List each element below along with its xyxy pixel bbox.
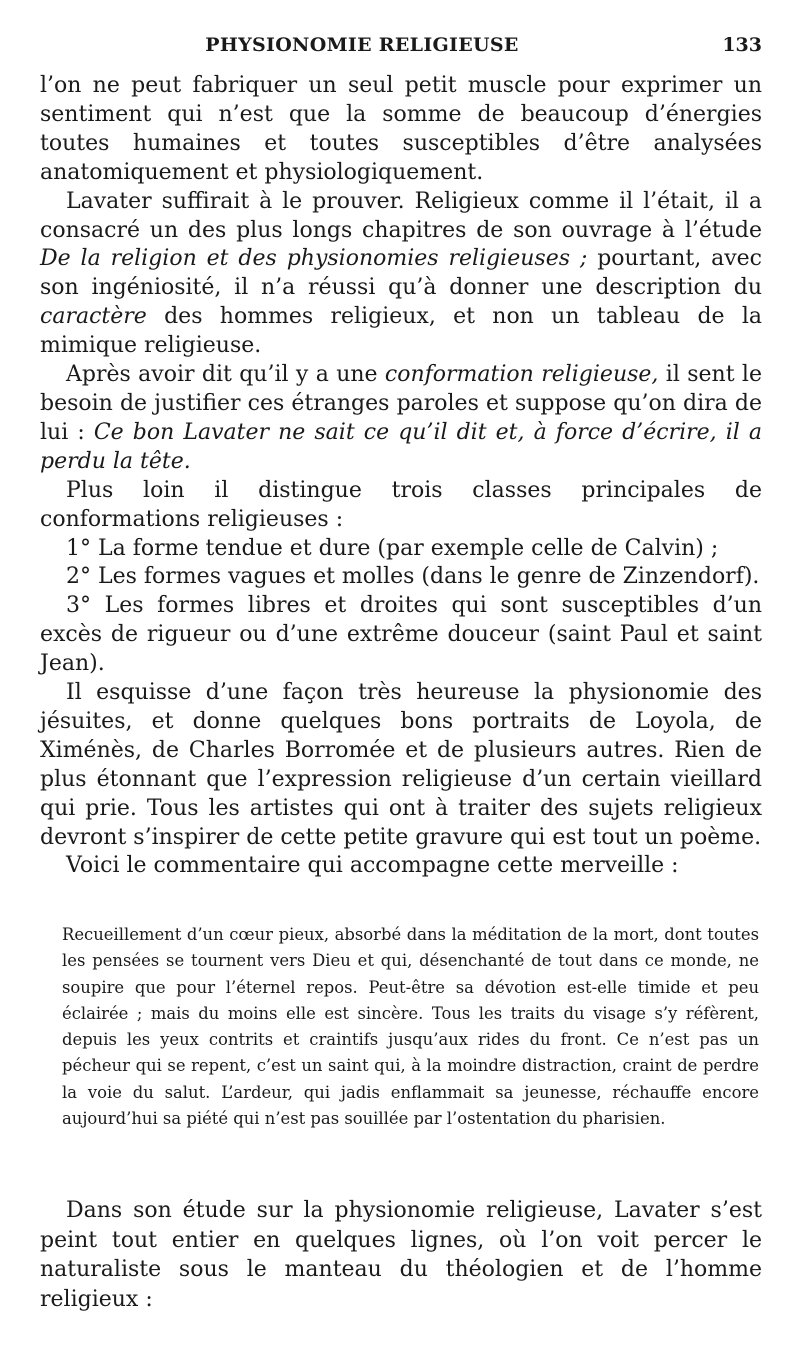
emphasis-caractere: caractère [40, 304, 147, 330]
paragraph-2-text-a: Lavater suffirait à le prouver. Religieux comme il l’était, il a consacré un des plus longs chapitres de son ouvrage à l’étude [40, 188, 762, 243]
paragraph-3-text-a: Après avoir dit qu’il y a une [66, 362, 385, 388]
running-head [62, 30, 762, 60]
list-item-1: 1° La forme tendue et dure (par exemple celle de Calvin) ; [66, 535, 719, 561]
paragraph-2 [40, 188, 762, 361]
closing-paragraph [40, 1196, 762, 1314]
paragraph-3-text-b: il sent le besoin de justifier ces étranges paroles et suppose qu’on dira de lui : [40, 362, 762, 445]
block-quote [62, 922, 759, 1132]
block-quote-text: Recueillement d’un cœur pieux, absorbé dans la méditation de la mort, dont toutes les pensées se tournent vers Dieu et qui, désenchanté de tout dans ce monde, ne soupire que pour l’éternel repos. Peut-être sa dévotion est-elle timide et peu éclairée ; mais du moins elle est sincère. Tous les traits du visage s’y réfèrent, depuis les yeux contrits et craintifs jusqu’aux rides du front. Ce n’est pas un pécheur qui se repent, c’est un saint qui, à la moindre distraction, craint de perdre la voie du salut. L’ardeur, qui jadis enflammait sa jeunesse, réchauffe encore aujourd’hui sa piété qui n’est pas souillée par l’ostentation du pharisien. [62, 925, 759, 1129]
quoted-remark: Ce bon Lavater ne sait ce qu’il dit et, à force d’écrire, il a perdu la tête. [40, 419, 763, 474]
paragraph-5: Il esquisse d’une façon très heureuse la physionomie des jésuites, et donne quelques bons portraits de Loyola, de Ximénès, de Charles Borromée et de plusieurs autres. Rien de plus étonnant que l’expression religieuse d’un certain vieillard qui prie. Tous les artistes qui ont à traiter des sujets religieux devront s’inspirer de cette petite gravure qui est tout un poème. [40, 680, 762, 850]
paragraph-6: Voici le commentaire qui accompagne cette merveille : [66, 853, 679, 879]
paragraph-2-text-c: des hommes religieux, et non un tableau de la mimique religieuse. [40, 304, 762, 359]
page-number: 133 [722, 34, 762, 56]
list-item-3: 3° Les formes libres et droites qui sont susceptibles d’un excès de rigueur ou d’une extrême douceur (saint Paul et saint Jean). [40, 593, 762, 677]
list-item-2: 2° Les formes vagues et molles (dans le genre de Zinzendorf). [66, 564, 760, 590]
paragraph-4: Plus loin il distingue trois classes principales de conformations religieuses : [40, 477, 762, 532]
main-text [40, 72, 762, 881]
emphasis-conformation: conformation religieuse, [384, 362, 659, 388]
book-chapter-title: De la religion et des physionomies religieuses ; [40, 246, 588, 272]
paragraph-1: l’on ne peut fabriquer un seul petit muscle pour exprimer un sentiment qui n’est que la somme de beaucoup d’énergies toutes humaines et toutes susceptibles d’être analysées anatomiquement et physiologiquement. [40, 73, 762, 185]
paragraph-2-text-b: pourtant, avec son ingéniosité, il n’a réussi qu’à donner une description du [40, 246, 762, 301]
running-title: PHYSIONOMIE RELIGIEUSE [205, 34, 519, 56]
paragraph-3 [40, 361, 762, 477]
closing-paragraph-text: Dans son étude sur la physionomie religieuse, Lavater s’est peint tout entier en quelques lignes, où l’on voit percer le naturaliste sous le manteau du théologien et de l’homme religieux : [40, 1198, 762, 1312]
